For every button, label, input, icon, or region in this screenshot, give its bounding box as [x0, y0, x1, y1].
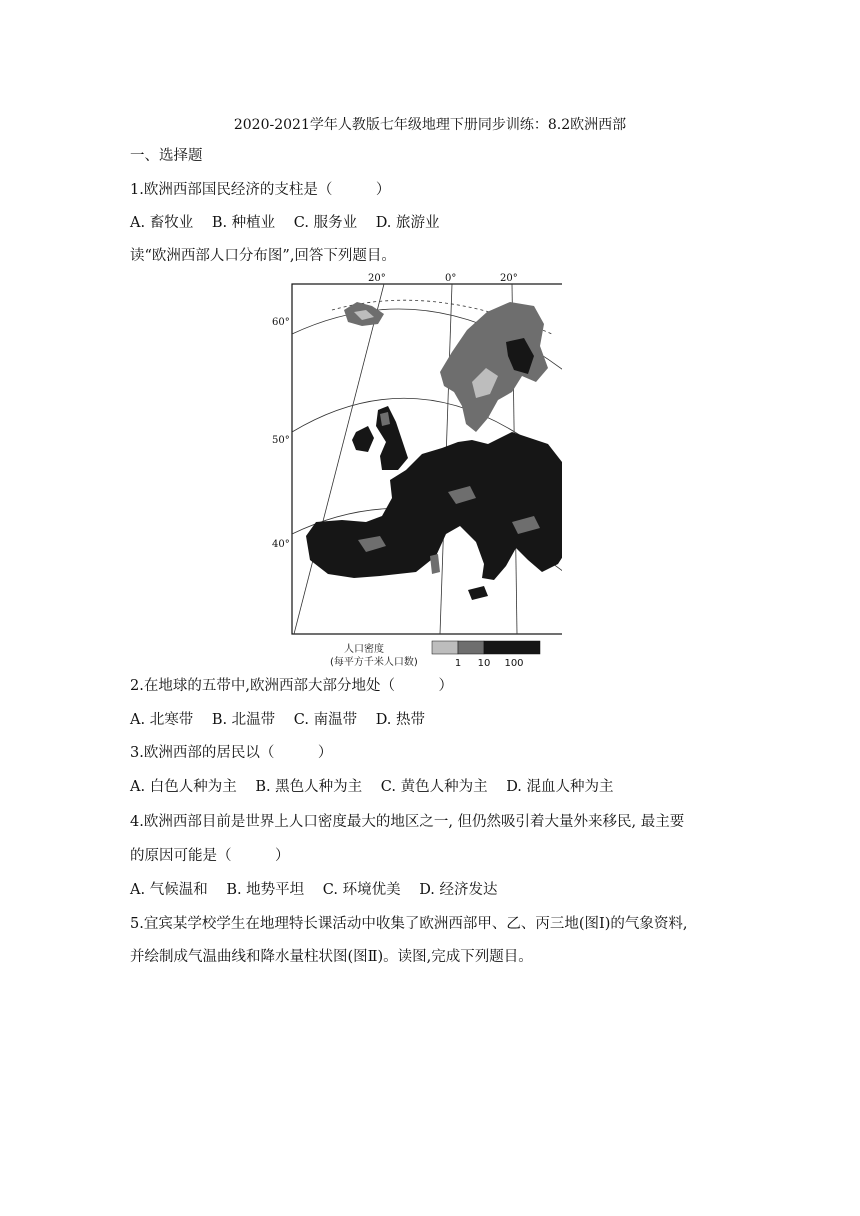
option-a: A. 气候温和: [130, 882, 208, 898]
question-1-stem: 1.欧洲西部国民经济的支柱是（ ）: [130, 182, 391, 198]
legend-swatch-mid: [458, 641, 484, 654]
legend-tick-1: 1: [454, 658, 462, 669]
legend-subtitle: (每平方千米人口数): [330, 657, 418, 668]
option-d: D. 热带: [375, 712, 426, 728]
option-a: A. 畜牧业: [130, 215, 194, 231]
section-heading: 一、选择题: [130, 148, 203, 164]
lon-label-20w: 20°: [368, 273, 386, 284]
option-a: A. 北寒带: [130, 712, 194, 728]
option-d: D. 旅游业: [375, 215, 440, 231]
legend-tick-100: 100: [504, 658, 524, 669]
option-d: D. 经济发达: [419, 882, 498, 898]
question-1-options: [130, 213, 454, 233]
option-b: B. 种植业: [211, 215, 276, 231]
lat-label-50: 50°: [272, 435, 290, 446]
document-title: 2020-2021学年人教版七年级地理下册同步训练：8.2欧洲西部: [233, 117, 627, 133]
question-2-stem: 2.在地球的五带中,欧洲西部大部分地处（ ）: [130, 678, 453, 694]
option-c: C. 黄色人种为主: [380, 779, 488, 795]
population-density-map: [262, 272, 562, 672]
option-c: C. 服务业: [293, 215, 358, 231]
option-c: C. 南温带: [293, 712, 358, 728]
question-5-stem-line-1: 5.宜宾某学校学生在地理特长课活动中收集了欧洲西部甲、乙、丙三地(图Ⅰ)的气象资料,: [130, 916, 688, 932]
option-a: A. 白色人种为主: [130, 779, 237, 795]
legend-title: 人口密度: [344, 644, 384, 655]
option-b: B. 北温带: [211, 712, 276, 728]
question-3-stem: 3.欧洲西部的居民以（ ）: [130, 745, 333, 761]
question-5-stem-line-2: 并绘制成气温曲线和降水量柱状图(图Ⅱ)。读图,完成下列题目。: [130, 949, 533, 965]
question-2-options: [130, 710, 439, 730]
question-4-stem-line-2: 的原因可能是（ ）: [130, 848, 290, 864]
question-4-stem-line-1: 4.欧洲西部目前是世界上人口密度最大的地区之一, 但仍然吸引着大量外来移民, 最主要: [130, 814, 685, 830]
map-intro: 读“欧洲西部人口分布图”,回答下列题目。: [130, 248, 396, 264]
lon-label-0: 0°: [445, 273, 457, 284]
option-d: D. 混血人种为主: [506, 779, 614, 795]
question-4-options: [130, 880, 512, 900]
lat-label-60: 60°: [272, 317, 290, 328]
lat-label-40: 40°: [272, 539, 290, 550]
question-3-options: [130, 777, 628, 797]
legend-swatch-low: [432, 641, 458, 654]
option-b: B. 黑色人种为主: [255, 779, 363, 795]
lon-label-20e: 20°: [500, 273, 518, 284]
legend-swatch-high: [484, 641, 540, 654]
legend-tick-10: 10: [477, 658, 491, 669]
option-b: B. 地势平坦: [226, 882, 305, 898]
option-c: C. 环境优美: [322, 882, 401, 898]
map-legend: [330, 641, 540, 669]
